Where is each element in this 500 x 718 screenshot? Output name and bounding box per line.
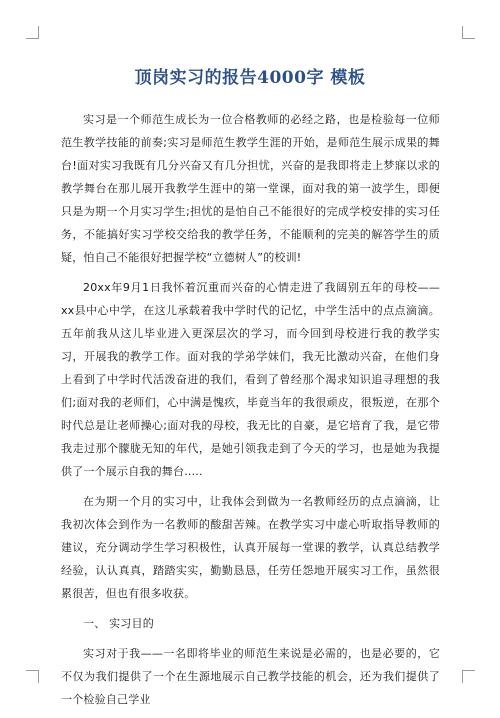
paragraph-purpose: 实习对于我——一名即将毕业的师范生来说是必需的，也是必要的，它不仅为我们提供了一个在生源地展示自己教学技能的机会，还为我们提供了一个检验自己学业 — [61, 647, 440, 706]
paragraph-return-to-school: 20xx年9月1日我怀着沉重而兴奋的心情走进了我阔别五年的母校——xx县中心中学，在这儿承载着我中学时代的记忆，中学生活中的点点滴滴。五年前我从这儿毕业进入更深层次的学习，而今回到母校进行我的教学实习，开展我的教学工作。面对我的学弟学妹们，我无比激动兴奋，在他们身上看到了中学时代活泼奋进的我们，看到了曾经那个渴求知识追寻理想的我们;面对我的老师们，心中满是愧疚，毕竟当年的我很顽皮，很叛逆，在那个时代总是让老师操心;面对我的母校，我无比的自豪，是它培育了我，是它带我走过那个朦胧无知的年代，是她引领我走到了今天的学习，也是她为我提供了一个展示自我的舞台..... — [61, 281, 440, 478]
crop-mark-bottom-right — [462, 670, 475, 683]
crop-mark-top-left — [26, 26, 39, 39]
section-heading-purpose: 一、 实习目的 — [83, 617, 154, 630]
document-body — [61, 108, 440, 718]
paragraph-internship-summary: 在为期一个月的实习中，让我体会到做为一名教师经历的点点滴滴，让我初次体会到作为一名教师的酸甜苦辣。在教学实习中虚心听取指导教师的建议，充分调动学生学习积极性，认真开展每一堂课的教学，认真总结教学经验，认认真真，踏踏实实，勤勤恳恳，任劳任怨地开展实习工作，虽然很累很苦，但也有很多收获。 — [61, 495, 440, 600]
crop-mark-top-right — [462, 26, 475, 39]
crop-mark-bottom-left — [26, 670, 39, 683]
document-title: 顶岗实习的报告4000字 模板 — [134, 68, 366, 88]
paragraph-intro: 实习是一个师范生成长为一位合格教师的必经之路，也是检验每一位师范生教学技能的前奏;实习是师范生教学生涯的开始，是师范生展示成果的舞台!面对实习我既有几分兴奋又有几分担忧，兴奋的是我即将走上梦寐以求的教学舞台在那儿展开我教学生涯中的第一堂课，面对我的第一波学生，即便只是为期一个月实习学生;担忧的是怕自己不能很好的完成学校安排的实习任务，不能搞好实习学校交给我的教学任务，不能顺利的完美的解答学生的质疑，怕自己不能很好把握学校“立德树人”的校训! — [61, 113, 440, 264]
